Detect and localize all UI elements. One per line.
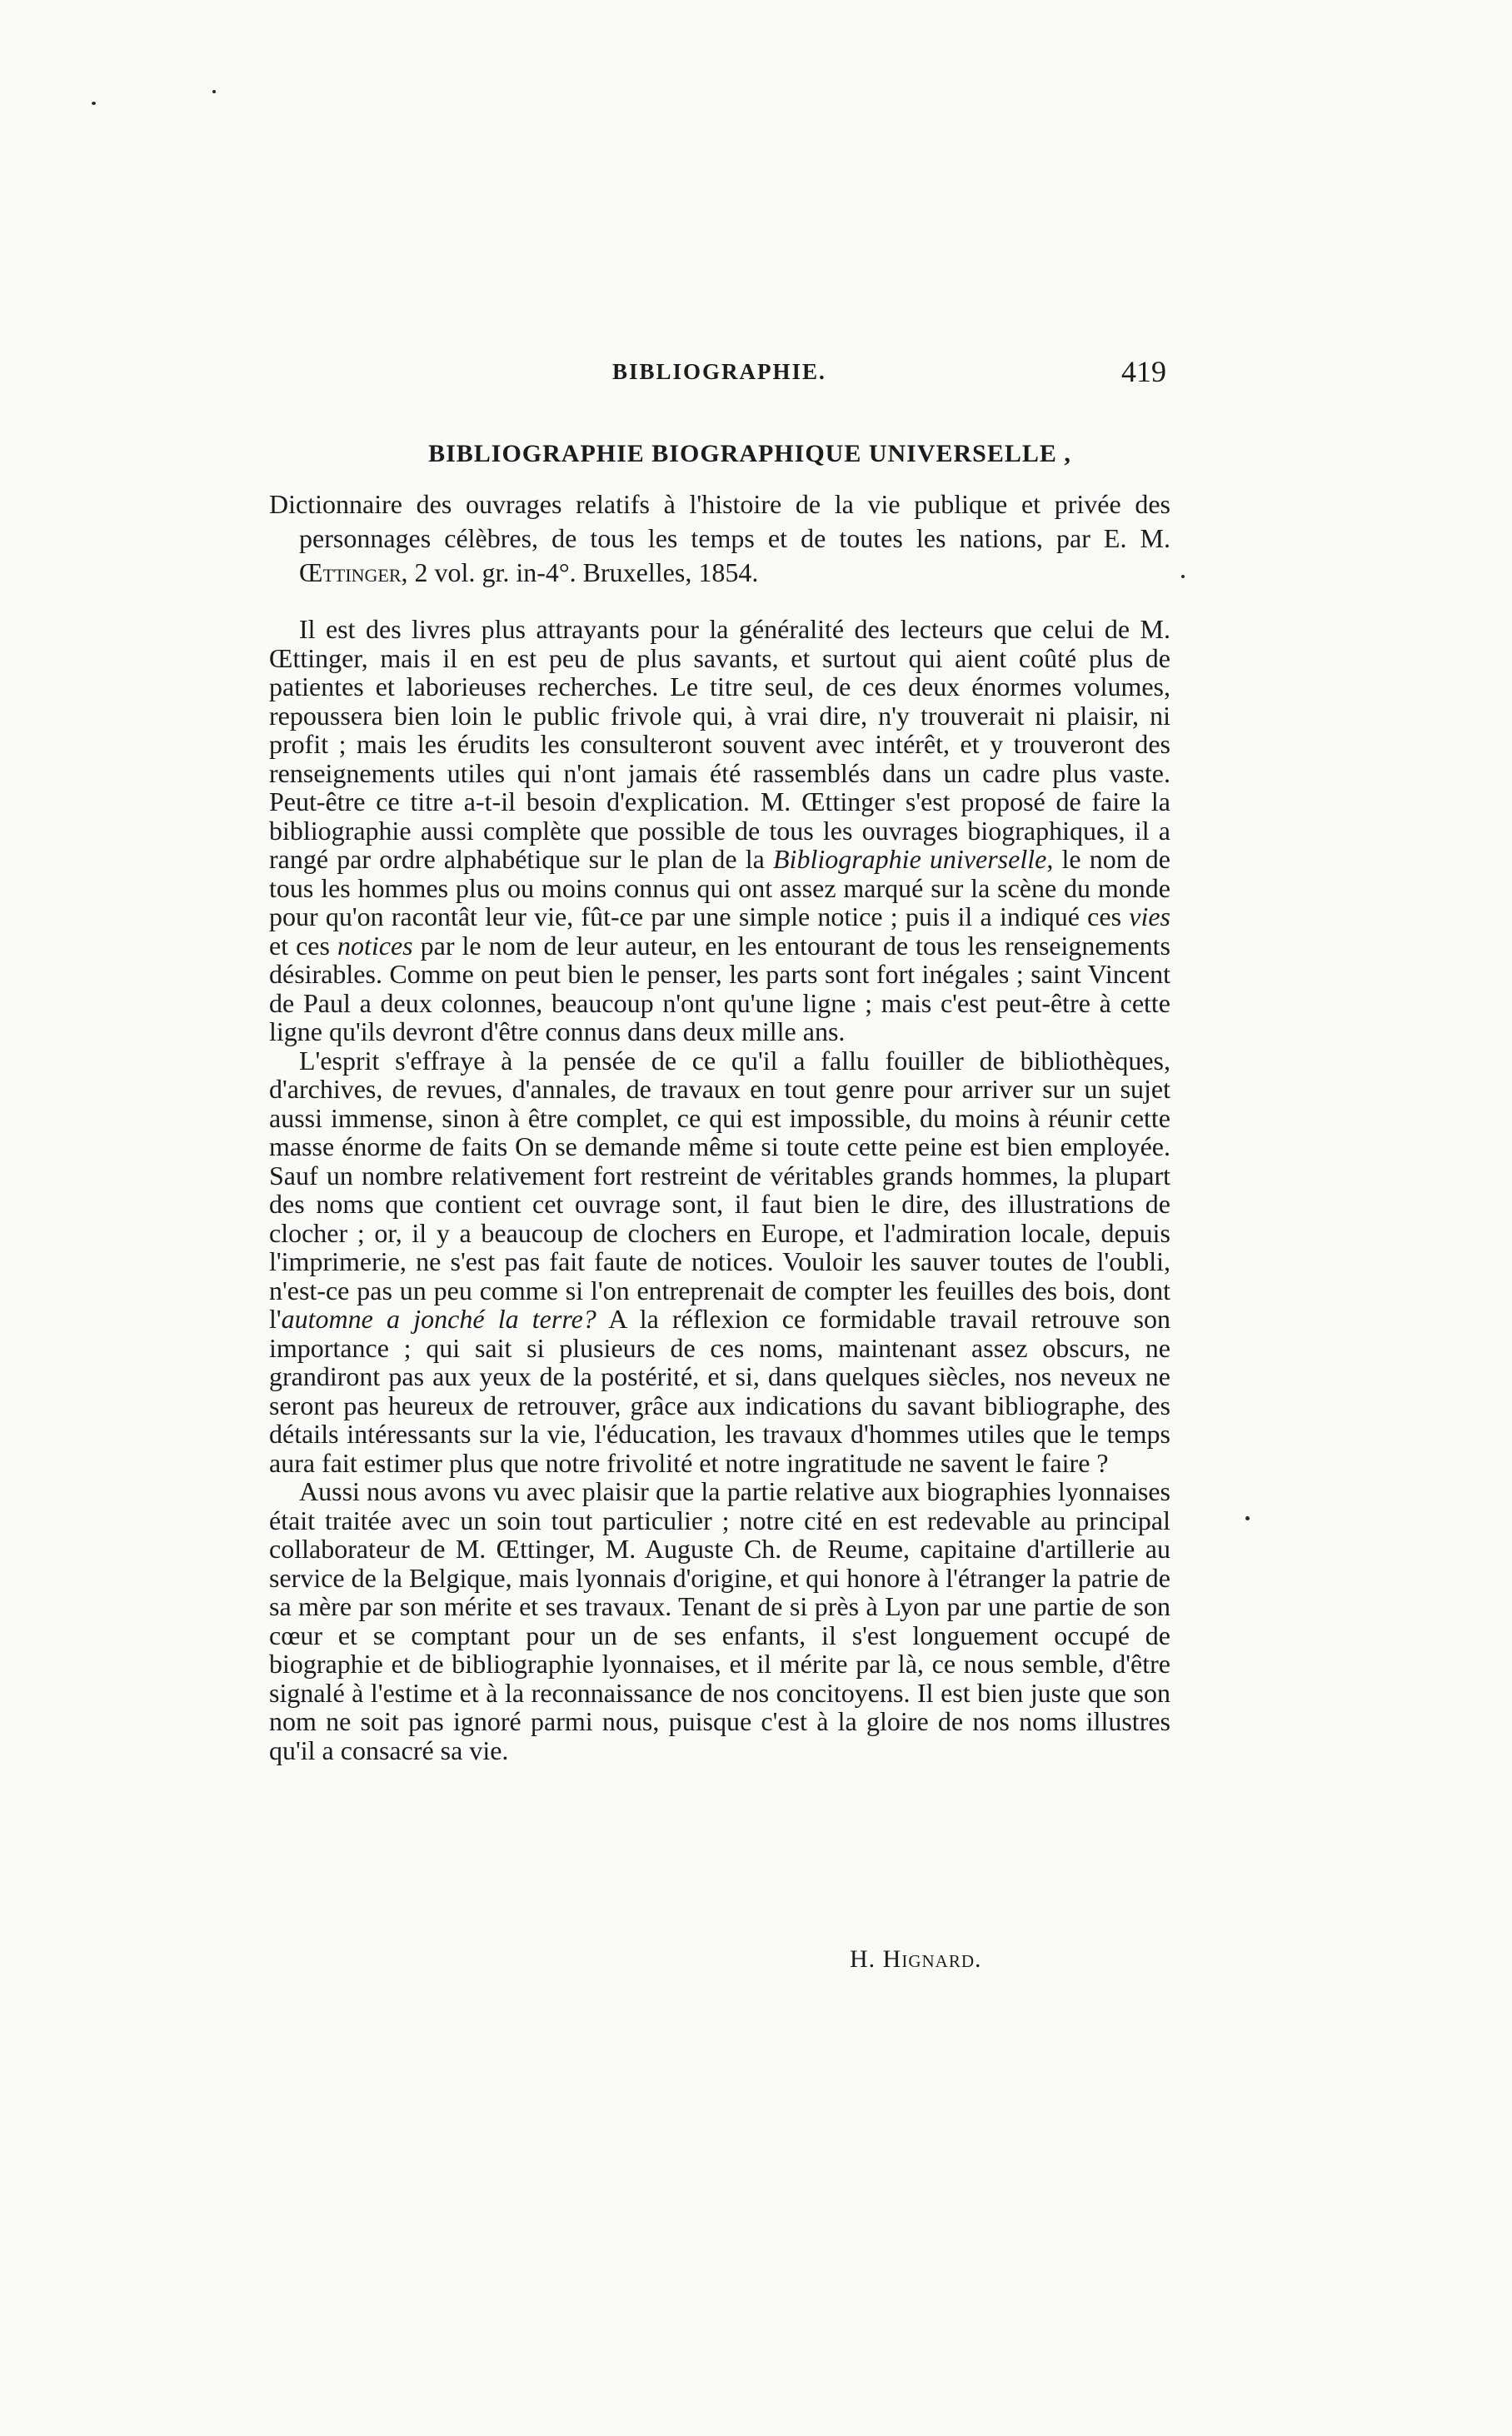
subtitle-tail: , 2 vol. gr. in-4°. Bruxelles, 1854. [401,557,759,587]
ink-speck [1181,575,1185,578]
author-signature [850,1945,982,1974]
paragraph-1-text-c: et ces [269,930,337,961]
page-number: 419 [1121,355,1166,388]
article-title: BIBLIOGRAPHIE BIOGRAPHIQUE UNIVERSELLE , [428,440,1071,467]
article-body [269,615,1170,1765]
running-head [583,354,1166,396]
paragraph-1-italic-title: Bibliographie universelle [773,844,1047,874]
paragraph-1-italic-vies: vies [1129,901,1170,931]
paragraph-1-italic-notices: notices [337,930,413,961]
signature-name: Hignard. [882,1945,982,1973]
paragraph-3: Aussi nous avons vu avec plaisir que la partie relative aux biographies lyonnaises était traitée avec un soin tout particulier ; notre cité en est redevable au principal collaborateur de M. Œttinger, M. Auguste Ch. de Reume, capitaine d'artillerie au service de la Belgique, mais lyonnais d'origine, et qui honore à l'étranger la patrie de sa mère par son mérite et ses travaux. Tenant de si près à Lyon par une partie de son cœur et se comptant pour un de ses enfants, il s'est longuement occupé de biographie et de bibliographie lyonnaises, et il mérite par là, ce nous semble, d'être signalé à l'estime et à la reconnaissance de nos concitoyens. Il est bien juste que son nom ne soit pas ignoré parmi nous, puisque c'est à la gloire de nos noms illustres qu'il a consacré sa vie. [269,1476,1170,1765]
ink-speck [1245,1516,1250,1520]
paragraph-2-italic-quote: automne a jonché la terre? [281,1304,596,1334]
ink-speck [212,90,216,93]
paragraph-2-text-b: A la réflexion ce formidable travail retrouve son importance ; qui sait si plusieurs de ces noms, maintenant assez obscurs, ne grandiront pas aux yeux de la postérité, et si, dans quelques siècles, nos neveux ne seront pas heureux de retrouver, grâce aux indications du savant bibliographe, des détails intéressants sur la vie, l'éducation, les travaux d'hommes utiles que le temps aura fait estimer plus que notre frivolité et notre ingratitude ne savent le faire ? [269,1304,1171,1478]
paragraph-2 [269,1046,1170,1478]
running-title: BIBLIOGRAPHIE. [612,359,826,384]
signature-initial: H. [850,1945,883,1973]
paragraph-2-text-a: L'esprit s'effraye à la pensée de ce qu'il a fallu fouiller de bibliothèques, d'archives, de revues, d'annales, de travaux en tout genre pour arriver sur un sujet aussi immense, sinon à être complet, ce qui est impossible, du moins à réunir cette masse énorme de faits On se demande même si toute cette peine est bien employée. Sauf un nombre relativement fort restreint de véritables grands hommes, la plupart des noms que contient cet ouvrage sont, il faut bien le dire, des illustrations de clocher ; or, il y a beaucoup de clochers en Europe, et l'admiration locale, depuis l'imprimerie, ne s'est pas fait faute de notices. Vouloir les sauver toutes de l'oubli, n'est-ce pas un peu comme si l'on entreprenait de compter les feuilles des bois, dont l' [269,1045,1170,1334]
article-subtitle [269,487,1170,590]
paragraph-1 [269,615,1170,1046]
ink-speck [92,102,96,105]
paragraph-1-text-b: , le nom de tous les hommes plus ou moins connus qui ont assez marqué sur la scène du monde pour qu'on racontât leur vie, fût-ce par une simple notice ; puis il a indiqué ces [269,844,1171,931]
paragraph-1-text-d: par le nom de leur auteur, en les entourant de tous les renseignements désirables. Comme on peut bien le penser, les parts sont fort inégales ; saint Vincent de Paul a deux colonnes, beaucoup n'ont qu'une ligne ; mais c'est peut-être à cette ligne qu'ils devront d'être connus dans deux mille ans. [269,930,1171,1046]
subtitle-author: Œttinger [299,557,402,587]
subtitle-text: Dictionnaire des ouvrages relatifs à l'histoire de la vie publique et privée des personnages célèbres, de tous les temps et de toutes les nations, par E. M. [269,489,1170,553]
paragraph-1-text-a: Il est des livres plus attrayants pour la généralité des lecteurs que celui de M. Œttinger, mais il en est peu de plus savants, et surtout qui aient coûté plus de patientes et laborieuses recherches. Le titre seul, de ces deux énormes volumes, repoussera bien loin le public frivole qui, à vrai dire, n'y trouverait ni plaisir, ni profit ; mais les érudits les consulteront souvent avec intérêt, et y trouveront des renseignements utiles qui n'ont jamais été rassemblés dans un cadre plus vaste. Peut-être ce titre a-t-il besoin d'explication. M. Œttinger s'est proposé de faire la bibliographie aussi complète que possible de tous les ouvrages biographiques, il a rangé par ordre alphabétique sur le plan de la [269,614,1170,874]
